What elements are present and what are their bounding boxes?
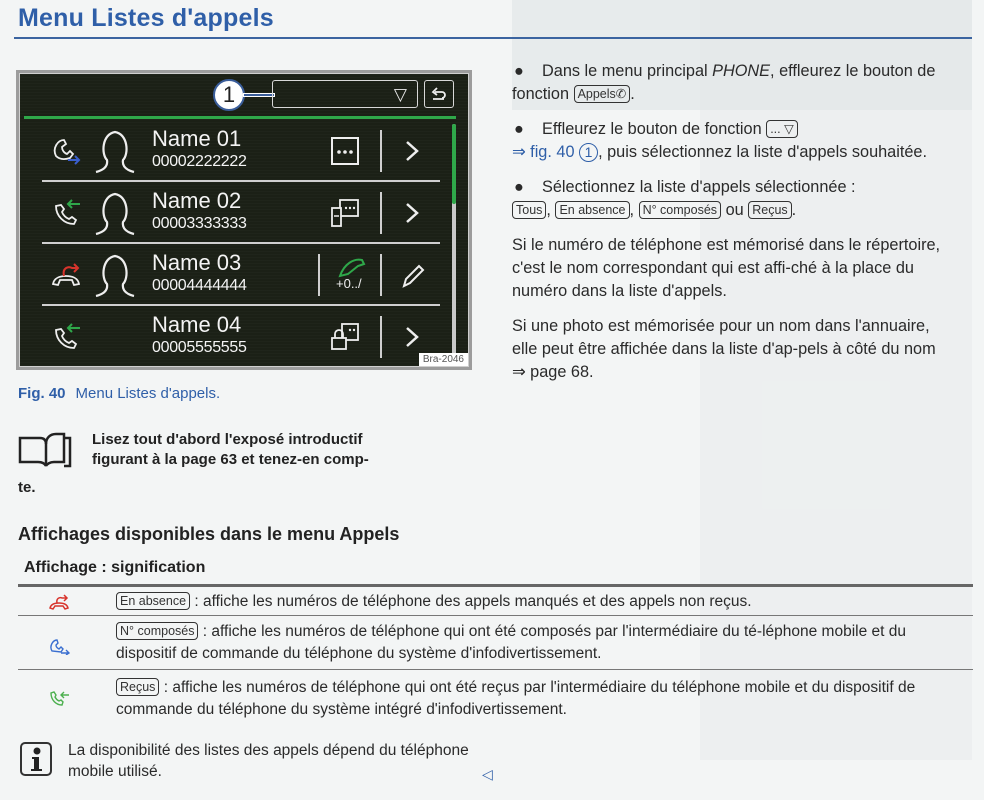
key-n-composes: N° composés (116, 622, 198, 640)
note-text: La disponibilité des listes des appels dépend du téléphone mobile utilisé. (68, 742, 469, 780)
call-list-row[interactable] (20, 182, 440, 244)
call-list-row[interactable] (20, 120, 440, 182)
contact-number: 00005555555 (152, 339, 247, 356)
more-options-icon[interactable] (328, 134, 362, 168)
read-first-line2: figurant à la page 63 et tenez-en comp- (92, 451, 369, 468)
page-title: Menu Listes d'appels (18, 4, 274, 32)
figure-reference-link[interactable]: ⇒ fig. 40 (512, 143, 575, 161)
back-button[interactable] (424, 80, 454, 108)
key-n-composes: N° composés (639, 201, 721, 219)
call-list (20, 120, 440, 367)
table-row-description: N° composés : affiche les numéros de téléphone qui ont été composés par l'intermédiaire du té-léphone mobile et du dispositif de commande du téléphone du système d'infodivertissement. (116, 623, 906, 662)
key-en-absence: En absence (555, 201, 629, 219)
info-icon (20, 742, 52, 776)
title-divider (14, 37, 972, 39)
chevron-right-icon[interactable] (398, 134, 426, 168)
contact-locked-icon[interactable] (328, 320, 362, 354)
paragraph-name-display: Si le numéro de téléphone est mémorisé dans le répertoire, c'est le nom correspondant qui est affi-ché à la place du numéro dans la liste d'appels. (512, 236, 941, 300)
call-list-row[interactable] (20, 306, 440, 367)
avatar-placeholder-icon (90, 126, 140, 176)
section-heading: Affichages disponibles dans le menu Appels (18, 524, 400, 544)
contact-name: Name 01 (152, 126, 242, 151)
row-divider (380, 192, 382, 234)
received-call-icon (50, 196, 84, 230)
contact-number: 00002222222 (152, 153, 247, 170)
table-row-description: Reçus : affiche les numéros de téléphone qui ont été reçus par l'intermédiaire du téléphone mobile et du dispositif de commande du téléphone du système intégré d'infodivertissement. (116, 679, 916, 718)
callout-marker: 1 (213, 79, 245, 111)
instruction-step-2: ● Effleurez le bouton de fonction ... ▽ ⇒ fig. 40 1 , puis sélectionnez la liste d'appels souhaitée. (512, 120, 928, 161)
screen-header (20, 74, 468, 114)
dial-prefix-icon[interactable] (330, 254, 374, 298)
contact-number: 00004444444 (152, 277, 247, 294)
dialed-call-icon (48, 637, 70, 655)
bullet-icon: ● (514, 62, 524, 80)
table-row (18, 617, 973, 670)
figure-caption (18, 385, 220, 402)
contact-name: Name 03 (152, 250, 242, 275)
received-call-icon (50, 320, 84, 354)
table-row (18, 587, 973, 616)
table-row (18, 671, 973, 723)
callout-leader-line (244, 94, 274, 96)
contact-name: Name 02 (152, 188, 242, 213)
section-end-marker-icon: ◁ (482, 766, 493, 782)
book-icon (18, 432, 76, 470)
received-call-icon (48, 689, 70, 707)
row-divider (318, 254, 320, 296)
dialed-call-icon (50, 134, 84, 168)
instruction-step-1: ● Dans le menu principal PHONE, effleurez le bouton de fonction Appels✆ . (512, 62, 936, 103)
figure-caption-text: Menu Listes d'appels. (75, 385, 221, 402)
infotainment-screen (19, 73, 469, 367)
bullet-icon: ● (514, 120, 524, 138)
read-first-notice (18, 430, 468, 496)
back-arrow-icon (429, 84, 449, 104)
instruction-step-3: ● Sélectionnez la liste d'appels sélectionnée : Tous , En absence , N° composés ou Reçus . (514, 178, 856, 219)
row-divider (380, 316, 382, 358)
paragraph-photo-display: Si une photo est mémorisée pour un nom dans l'annuaire, elle peut être affichée dans la liste d'ap-pels à côté du nom ⇒ page 68. (512, 317, 936, 381)
figure-code: Bra-2046 (419, 353, 468, 366)
table-row-description: En absence : affiche les numéros de téléphone des appels manqués et des appels non reçus. (116, 591, 963, 613)
figure-call-list-screen (16, 70, 472, 370)
avatar-placeholder-icon (90, 250, 140, 300)
avatar-placeholder-icon (90, 188, 140, 238)
pencil-icon[interactable] (398, 258, 426, 292)
header-underline (24, 116, 456, 119)
chevron-right-icon[interactable] (398, 320, 426, 354)
list-type-dropdown[interactable] (272, 80, 418, 108)
instructions-column (512, 60, 952, 396)
table-header: Affichage : signification (24, 559, 206, 576)
key-en-absence: En absence (116, 592, 190, 610)
scrollbar[interactable] (452, 124, 456, 364)
read-first-tail: te. (18, 479, 36, 496)
scroll-thumb[interactable] (452, 124, 456, 204)
row-divider (380, 130, 382, 172)
figure-number: Fig. 40 (18, 385, 66, 402)
chevron-right-icon[interactable] (398, 196, 426, 230)
key-tous: Tous (512, 201, 546, 219)
contact-name: Name 04 (152, 312, 242, 337)
triangle-down-icon: ▽ (393, 85, 407, 104)
row-divider (380, 254, 382, 296)
bullet-icon: ● (514, 178, 524, 196)
callout-reference: 1 (579, 143, 598, 162)
missed-call-icon (48, 593, 70, 611)
read-first-line1: Lisez tout d'abord l'exposé introductif (92, 431, 363, 448)
call-list-row[interactable] (20, 244, 440, 306)
key-recus: Reçus (748, 201, 791, 219)
dial-prefix-label: +0../ (336, 276, 362, 291)
key-appels: Appels✆ (574, 85, 631, 103)
key-more-dropdown: ... ▽ (766, 120, 798, 138)
contact-details-icon[interactable] (328, 196, 362, 230)
missed-call-icon (50, 258, 84, 292)
contact-number: 00003333333 (152, 215, 247, 232)
key-recus: Reçus (116, 678, 159, 696)
